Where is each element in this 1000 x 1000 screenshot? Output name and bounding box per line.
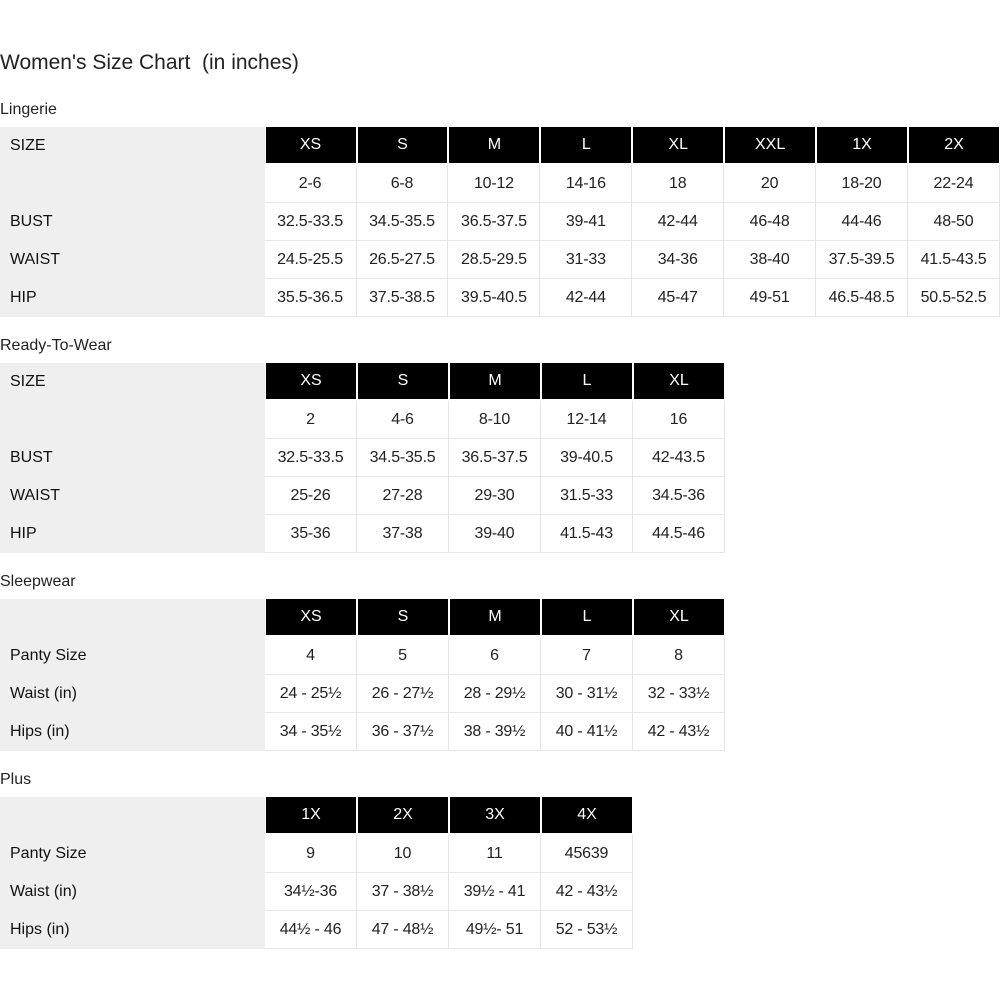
table-cell: 38 - 39½	[449, 713, 541, 751]
table-cell: 38-40	[724, 241, 816, 279]
size-column-header: S	[357, 363, 449, 401]
table-cell: 34½-36	[265, 873, 357, 911]
table-cell: 37.5-39.5	[816, 241, 908, 279]
table-cell: 37.5-38.5	[357, 279, 449, 317]
table-cell: 42-44	[540, 279, 632, 317]
table-cell: 8-10	[449, 401, 541, 439]
row-label: BUST	[0, 439, 265, 477]
table-row	[0, 873, 633, 911]
table-cell: 12-14	[541, 401, 633, 439]
table-row	[0, 241, 1000, 279]
table-cell: 41.5-43.5	[908, 241, 1000, 279]
table-cell: 32 - 33½	[633, 675, 725, 713]
size-table-lingerie	[0, 127, 1000, 317]
table-cell: 41.5-43	[541, 515, 633, 553]
table-cell: 50.5-52.5	[908, 279, 1000, 317]
table-cell: 34 - 35½	[265, 713, 357, 751]
section-title-plus: Plus	[0, 771, 32, 788]
table-cell: 39-40.5	[541, 439, 633, 477]
table-cell: 39-40	[449, 515, 541, 553]
table-row	[0, 835, 633, 873]
table-cell: 28 - 29½	[449, 675, 541, 713]
row-label: Hips (in)	[0, 911, 265, 949]
size-column-header: L	[541, 363, 633, 401]
table-cell: 45639	[541, 835, 633, 873]
table-cell: 6-8	[357, 165, 449, 203]
table-cell: 52 - 53½	[541, 911, 633, 949]
row-label: WAIST	[0, 477, 265, 515]
table-cell: 34.5-36	[633, 477, 725, 515]
table-cell: 26 - 27½	[357, 675, 449, 713]
size-column-header: L	[540, 127, 632, 165]
size-column-header: M	[449, 363, 541, 401]
size-column-header: XL	[633, 363, 725, 401]
table-cell: 44-46	[816, 203, 908, 241]
table-cell: 37 - 38½	[357, 873, 449, 911]
table-cell: 9	[265, 835, 357, 873]
table-cell: 39-41	[540, 203, 632, 241]
row-label: Hips (in)	[0, 713, 265, 751]
table-cell: 24.5-25.5	[265, 241, 357, 279]
size-header-label	[0, 797, 265, 835]
size-column-header: 1X	[265, 797, 357, 835]
size-header-label: SIZE	[0, 363, 265, 401]
table-cell: 49½- 51	[449, 911, 541, 949]
table-cell: 20	[724, 165, 816, 203]
table-cell: 29-30	[449, 477, 541, 515]
size-column-header: 2X	[357, 797, 449, 835]
size-column-header: XXL	[724, 127, 816, 165]
row-label: BUST	[0, 203, 265, 241]
size-header-row	[0, 599, 725, 637]
size-column-header: XS	[265, 363, 357, 401]
row-label: Panty Size	[0, 835, 265, 873]
table-cell: 39.5-40.5	[448, 279, 540, 317]
table-row	[0, 713, 725, 751]
row-label	[0, 165, 265, 203]
table-cell: 39½ - 41	[449, 873, 541, 911]
size-column-header: 3X	[449, 797, 541, 835]
table-cell: 45-47	[632, 279, 724, 317]
table-cell: 36 - 37½	[357, 713, 449, 751]
table-cell: 4	[265, 637, 357, 675]
size-header-row	[0, 363, 725, 401]
size-column-header: XL	[633, 599, 725, 637]
table-cell: 49-51	[724, 279, 816, 317]
size-table-sleepwear	[0, 599, 725, 751]
table-cell: 7	[541, 637, 633, 675]
table-row	[0, 675, 725, 713]
table-cell: 44.5-46	[633, 515, 725, 553]
page-title: Women's Size Chart (in inches)	[0, 51, 299, 74]
size-header-label: SIZE	[0, 127, 265, 165]
size-column-header: S	[357, 127, 449, 165]
table-cell: 34.5-35.5	[357, 439, 449, 477]
table-cell: 46-48	[724, 203, 816, 241]
size-column-header: XL	[632, 127, 724, 165]
table-cell: 44½ - 46	[265, 911, 357, 949]
table-cell: 47 - 48½	[357, 911, 449, 949]
size-column-header: S	[357, 599, 449, 637]
table-cell: 32.5-33.5	[265, 203, 357, 241]
table-cell: 48-50	[908, 203, 1000, 241]
table-cell: 16	[633, 401, 725, 439]
table-cell: 35.5-36.5	[265, 279, 357, 317]
table-cell: 5	[357, 637, 449, 675]
table-cell: 18	[632, 165, 724, 203]
table-cell: 24 - 25½	[265, 675, 357, 713]
table-cell: 31.5-33	[541, 477, 633, 515]
section-title-lingerie: Lingerie	[0, 101, 57, 118]
table-cell: 11	[449, 835, 541, 873]
table-cell: 42 - 43½	[541, 873, 633, 911]
row-label: HIP	[0, 279, 265, 317]
table-cell: 31-33	[540, 241, 632, 279]
table-row	[0, 911, 633, 949]
table-cell: 26.5-27.5	[357, 241, 449, 279]
table-row	[0, 637, 725, 675]
table-cell: 37-38	[357, 515, 449, 553]
row-label: Waist (in)	[0, 675, 265, 713]
table-cell: 42-44	[632, 203, 724, 241]
size-header-label	[0, 599, 265, 637]
size-column-header: 4X	[541, 797, 633, 835]
table-row	[0, 165, 1000, 203]
table-row	[0, 203, 1000, 241]
row-label: HIP	[0, 515, 265, 553]
table-cell: 32.5-33.5	[265, 439, 357, 477]
size-column-header: M	[448, 127, 540, 165]
table-cell: 30 - 31½	[541, 675, 633, 713]
size-table-plus	[0, 797, 633, 949]
table-cell: 34.5-35.5	[357, 203, 449, 241]
table-cell: 4-6	[357, 401, 449, 439]
table-cell: 8	[633, 637, 725, 675]
table-cell: 36.5-37.5	[448, 203, 540, 241]
table-cell: 25-26	[265, 477, 357, 515]
table-cell: 28.5-29.5	[448, 241, 540, 279]
table-cell: 35-36	[265, 515, 357, 553]
table-row	[0, 401, 725, 439]
table-cell: 18-20	[816, 165, 908, 203]
size-table-ready-to-wear	[0, 363, 725, 553]
table-cell: 42-43.5	[633, 439, 725, 477]
size-column-header: M	[449, 599, 541, 637]
row-label	[0, 401, 265, 439]
table-cell: 40 - 41½	[541, 713, 633, 751]
size-column-header: 2X	[908, 127, 1000, 165]
table-row	[0, 439, 725, 477]
table-cell: 27-28	[357, 477, 449, 515]
table-cell: 10-12	[448, 165, 540, 203]
size-column-header: XS	[265, 599, 357, 637]
row-label: Panty Size	[0, 637, 265, 675]
table-cell: 6	[449, 637, 541, 675]
table-row	[0, 279, 1000, 317]
row-label: Waist (in)	[0, 873, 265, 911]
table-cell: 34-36	[632, 241, 724, 279]
size-column-header: L	[541, 599, 633, 637]
size-column-header: 1X	[816, 127, 908, 165]
size-column-header: XS	[265, 127, 357, 165]
table-row	[0, 515, 725, 553]
size-header-row	[0, 797, 633, 835]
section-title-sleepwear: Sleepwear	[0, 573, 76, 590]
section-title-ready-to-wear: Ready-To-Wear	[0, 337, 112, 354]
size-header-row	[0, 127, 1000, 165]
table-cell: 42 - 43½	[633, 713, 725, 751]
table-cell: 36.5-37.5	[449, 439, 541, 477]
table-cell: 10	[357, 835, 449, 873]
table-row	[0, 477, 725, 515]
table-cell: 46.5-48.5	[816, 279, 908, 317]
table-cell: 2-6	[265, 165, 357, 203]
row-label: WAIST	[0, 241, 265, 279]
table-cell: 2	[265, 401, 357, 439]
table-cell: 22-24	[908, 165, 1000, 203]
table-cell: 14-16	[540, 165, 632, 203]
